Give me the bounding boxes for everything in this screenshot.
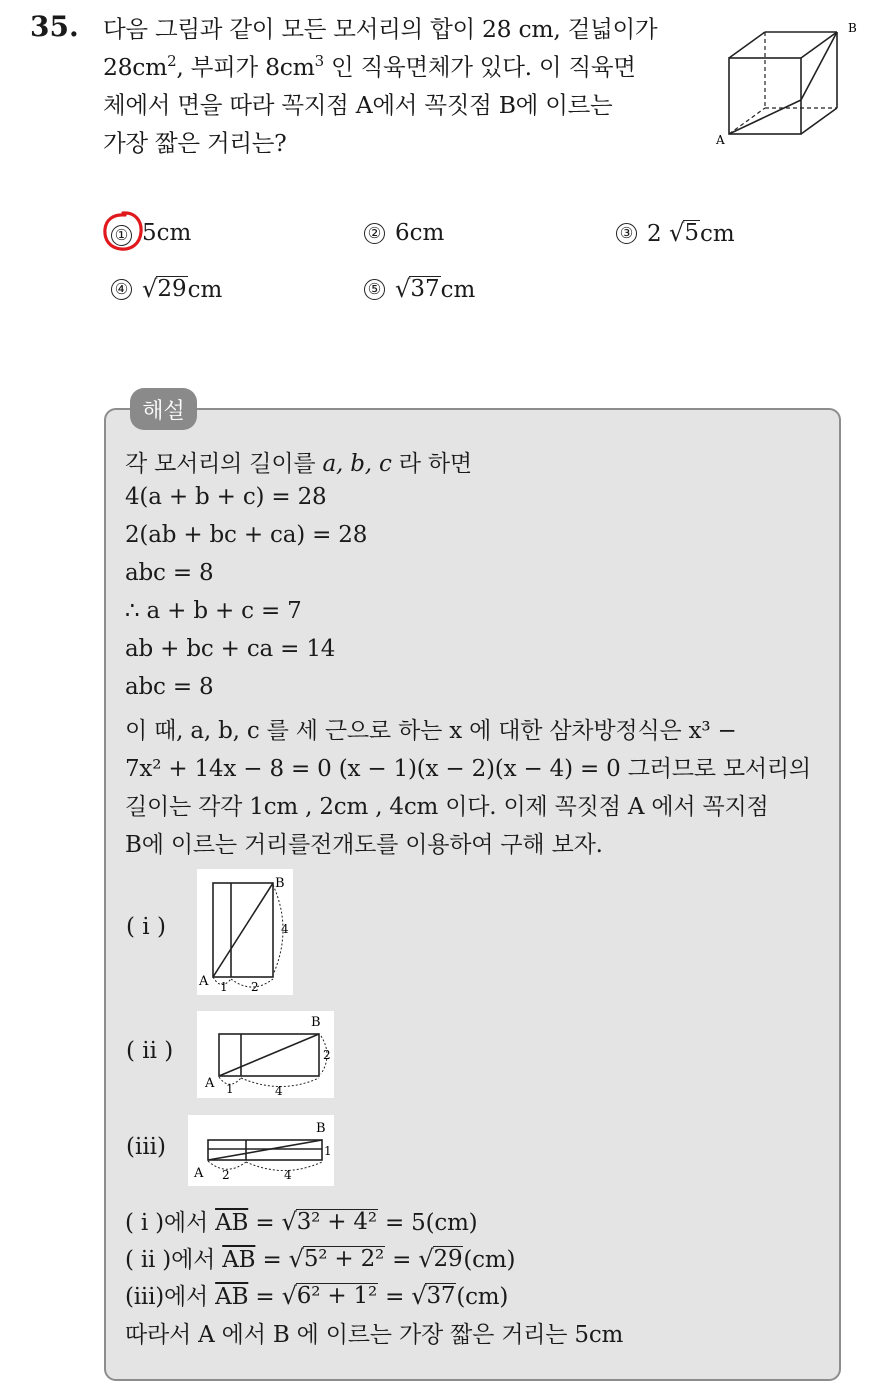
- question-text: [103, 10, 693, 162]
- superscript-2: 2: [167, 52, 177, 70]
- solution-line-1: 각 모서리의 길이를 a, b, c 라 하면: [125, 451, 472, 477]
- choice-1-number: ①: [111, 225, 132, 246]
- solution-line-11: B에 이르는 거리를전개도를 이용하여 구해 보자.: [125, 832, 603, 858]
- net3-dim-2: 4: [284, 1168, 292, 1182]
- cube-label-a: A: [716, 133, 725, 147]
- superscript-3: 3: [314, 52, 324, 70]
- result-line-3: (iii)에서 $\overline{AB}$ = √ 6² + 1² = √ 37 (cm): [125, 1282, 509, 1310]
- result-line-1: ( i )에서 $\overline{AB}$ = √ 3² + 4² = 5(cm): [125, 1208, 478, 1236]
- solution-line-2: 4(a + b + c) = 28: [125, 484, 327, 510]
- net2-label-b: B: [311, 1015, 321, 1030]
- choice-3-number: ③: [616, 223, 637, 244]
- choice-4-text: √ 29 cm: [142, 274, 223, 303]
- question-line-3: 체에서 면을 따라 꼭지점 A에서 꼭짓점 B에 이르는: [103, 91, 613, 119]
- question-line-4: 가장 짧은 거리는?: [103, 129, 287, 157]
- case-1-label: ( i ): [126, 914, 166, 940]
- solution-line-8: 이 때, a, b, c 를 세 근으로 하는 x 에 대한 삼차방정식은 x³ −: [125, 718, 737, 744]
- solution-tab: 해설: [130, 388, 197, 430]
- solution-line-3: 2(ab + bc + ca) = 28: [125, 522, 368, 548]
- choice-2-text: 6cm: [395, 220, 445, 246]
- net2-dim-3: 2: [323, 1048, 331, 1062]
- net1-dim-3: 4: [281, 922, 289, 936]
- solution-line-7: abc = 8: [125, 674, 214, 700]
- net-figure-1: [197, 869, 293, 995]
- solution-line-9: 7x² + 14x − 8 = 0 (x − 1)(x − 2)(x − 4) = 0 그러므로 모서리의: [125, 756, 811, 782]
- net2-dim-2: 4: [275, 1084, 283, 1098]
- choice-1[interactable]: [111, 220, 191, 246]
- cuboid-figure: [712, 18, 862, 150]
- net2-label-a: A: [205, 1076, 215, 1091]
- solution-conclusion: 따라서 A 에서 B 에 이르는 가장 짧은 거리는 5cm: [125, 1322, 624, 1348]
- choice-1-text: 5cm: [142, 220, 192, 246]
- choice-4-number: ④: [111, 279, 132, 300]
- choice-2-number: ②: [364, 223, 385, 244]
- solution-line-6: ab + bc + ca = 14: [125, 636, 336, 662]
- case-3-label: (iii): [126, 1134, 167, 1160]
- question-number: 35.: [30, 10, 79, 43]
- choice-4[interactable]: [111, 276, 222, 303]
- choice-3[interactable]: [616, 220, 735, 247]
- net1-dim-2: 2: [251, 980, 259, 994]
- net3-label-a: A: [194, 1166, 204, 1181]
- choice-3-text: 2 √ 5 cm: [647, 218, 735, 247]
- net-figure-2: [197, 1011, 334, 1098]
- case-2-label: ( ii ): [126, 1038, 174, 1064]
- question-line-2: $28cm^2$, 부피가 $8cm^3$ 인 직육면체가 있다. 이 직육면: [103, 52, 636, 81]
- net2-dim-1: 1: [226, 1082, 234, 1096]
- result-line-2: ( ii )에서 $\overline{AB}$ = √ 5² + 2² = √ 29 (cm): [125, 1245, 516, 1273]
- net3-dim-3: 1: [324, 1144, 332, 1158]
- solution-line-4: abc = 8: [125, 560, 214, 586]
- net1-dim-1: 1: [220, 980, 228, 994]
- net1-label-b: B: [275, 876, 285, 891]
- solution-line-5: ∴ a + b + c = 7: [125, 598, 302, 624]
- choice-2[interactable]: [364, 220, 444, 246]
- question-line-1: 다음 그림과 같이 모든 모서리의 합이 28 cm, 겉넓이가: [103, 15, 658, 43]
- choice-5-number: ⑤: [364, 279, 385, 300]
- net3-dim-1: 2: [222, 1168, 230, 1182]
- net-figure-3: [188, 1115, 334, 1186]
- red-circle-mark-icon: [101, 209, 145, 253]
- cube-label-b: B: [848, 21, 857, 35]
- choice-5-text: √ 37 cm: [395, 274, 476, 303]
- choice-5[interactable]: [364, 276, 475, 303]
- solution-line-10: 길이는 각각 1cm , 2cm , 4cm 이다. 이제 꼭짓점 A 에서 꼭지점: [125, 794, 769, 820]
- net3-label-b: B: [316, 1121, 326, 1136]
- net1-label-a: A: [199, 974, 209, 989]
